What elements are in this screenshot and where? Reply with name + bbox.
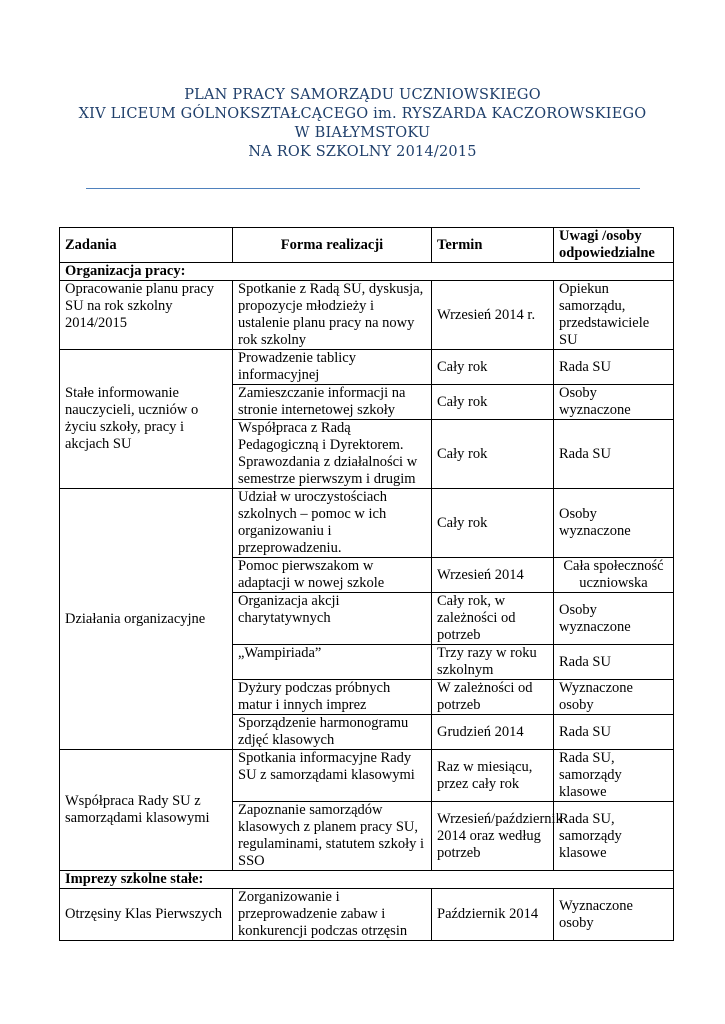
table-row bbox=[60, 750, 674, 802]
notes-cell: Rada SU bbox=[554, 715, 674, 750]
title-divider bbox=[86, 188, 640, 189]
header-term: Termin bbox=[432, 228, 554, 263]
header-tasks: Zadania bbox=[60, 228, 233, 263]
notes-cell: Opiekun samorządu, przedstawiciele SU bbox=[554, 281, 674, 350]
task-cell: Stałe informowanie nauczycieli, uczniów o życiu szkoły, pracy i akcjach SU bbox=[60, 350, 233, 489]
term-cell: Wrzesień 2014 bbox=[432, 558, 554, 593]
term-cell: Grudzień 2014 bbox=[432, 715, 554, 750]
notes-cell: Wyznaczone osoby bbox=[554, 680, 674, 715]
task-cell: Współpraca Rady SU z samorządami klasowymi bbox=[60, 750, 233, 871]
form-cell: Organizacja akcji charytatywnych bbox=[233, 593, 432, 645]
form-cell: Dyżury podczas próbnych matur i innych imprez bbox=[233, 680, 432, 715]
term-cell: Wrzesień/październik 2014 oraz według potrzeb bbox=[432, 802, 554, 871]
form-cell: Udział w uroczystościach szkolnych – pomoc w ich organizowaniu i przeprowadzeniu. bbox=[233, 489, 432, 558]
form-cell: Zamieszczanie informacji na stronie internetowej szkoły bbox=[233, 385, 432, 420]
header-form: Forma realizacji bbox=[233, 228, 432, 263]
header-notes: Uwagi /osoby odpowiedzialne bbox=[554, 228, 674, 263]
task-cell: Otrzęsiny Klas Pierwszych bbox=[60, 889, 233, 941]
table-row bbox=[60, 350, 674, 385]
notes-cell: Osoby wyznaczone bbox=[554, 385, 674, 420]
term-cell: Wrzesień 2014 r. bbox=[432, 281, 554, 350]
notes-cell: Rada SU bbox=[554, 645, 674, 680]
form-cell: Współpraca z Radą Pedagogiczną i Dyrektorem. Sprawozdania z działalności w semestrze pierwszym i drugim bbox=[233, 420, 432, 489]
term-cell: Październik 2014 bbox=[432, 889, 554, 941]
form-cell: Pomoc pierwszakom w adaptacji w nowej szkole bbox=[233, 558, 432, 593]
notes-cell: Rada SU, samorządy klasowe bbox=[554, 750, 674, 802]
form-cell: Zapoznanie samorządów klasowych z planem pracy SU, regulaminami, statutem szkoły i SSO bbox=[233, 802, 432, 871]
term-cell: Raz w miesiącu, przez cały rok bbox=[432, 750, 554, 802]
term-cell: Cały rok bbox=[432, 385, 554, 420]
notes-cell: Rada SU, samorządy klasowe bbox=[554, 802, 674, 871]
notes-cell: Cała społeczność uczniowska bbox=[554, 558, 674, 593]
document-title bbox=[0, 86, 725, 162]
table-header-row bbox=[60, 228, 674, 263]
section-title: Organizacja pracy: bbox=[60, 263, 674, 281]
form-cell: Prowadzenie tablicy informacyjnej bbox=[233, 350, 432, 385]
term-cell: Cały rok, w zależności od potrzeb bbox=[432, 593, 554, 645]
notes-cell: Rada SU bbox=[554, 350, 674, 385]
term-cell: Cały rok bbox=[432, 350, 554, 385]
notes-cell: Rada SU bbox=[554, 420, 674, 489]
title-line: W BIAŁYMSTOKU bbox=[294, 125, 431, 141]
title-line: NA ROK SZKOLNY 2014/2015 bbox=[248, 144, 477, 160]
table-row bbox=[60, 889, 674, 941]
title-line: PLAN PRACY SAMORZĄDU UCZNIOWSKIEGO bbox=[184, 87, 541, 103]
table-row bbox=[60, 489, 674, 558]
section-row bbox=[60, 871, 674, 889]
work-plan-table bbox=[59, 227, 674, 941]
task-cell: Działania organizacyjne bbox=[60, 489, 233, 750]
form-cell: Zorganizowanie i przeprowadzenie zabaw i konkurencji podczas otrzęsin bbox=[233, 889, 432, 941]
form-cell: Sporządzenie harmonogramu zdjęć klasowych bbox=[233, 715, 432, 750]
form-cell: Spotkanie z Radą SU, dyskusja, propozycje młodzieży i ustalenie planu pracy na nowy rok szkolny bbox=[233, 281, 432, 350]
term-cell: Trzy razy w roku szkolnym bbox=[432, 645, 554, 680]
notes-cell: Osoby wyznaczone bbox=[554, 489, 674, 558]
section-row bbox=[60, 263, 674, 281]
task-cell: Opracowanie planu pracy SU na rok szkolny 2014/2015 bbox=[60, 281, 233, 350]
table-row bbox=[60, 281, 674, 350]
term-cell: Cały rok bbox=[432, 420, 554, 489]
term-cell: W zależności od potrzeb bbox=[432, 680, 554, 715]
title-line: XIV LICEUM GÓLNOKSZTAŁCĄCEGO im. RYSZARDA KACZOROWSKIEGO bbox=[78, 106, 647, 122]
form-cell: „Wampiriada” bbox=[233, 645, 432, 680]
section-title: Imprezy szkolne stałe: bbox=[60, 871, 674, 889]
notes-cell: Wyznaczone osoby bbox=[554, 889, 674, 941]
notes-cell: Osoby wyznaczone bbox=[554, 593, 674, 645]
form-cell: Spotkania informacyjne Rady SU z samorządami klasowymi bbox=[233, 750, 432, 802]
term-cell: Cały rok bbox=[432, 489, 554, 558]
